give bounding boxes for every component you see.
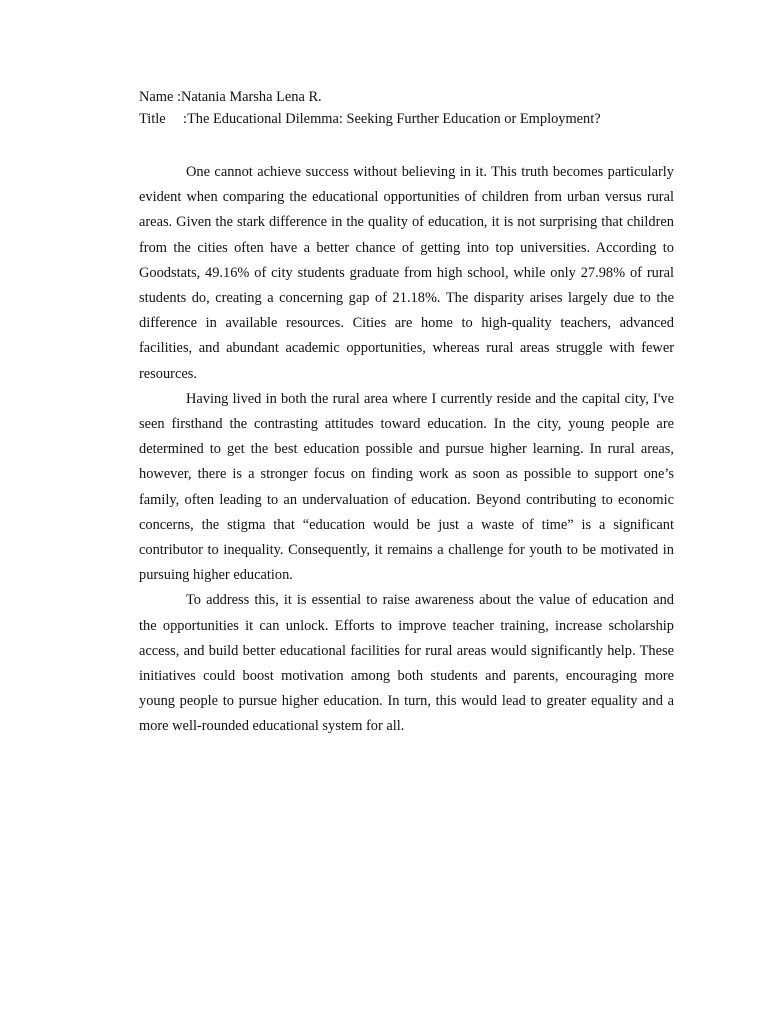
paragraph-2: Having lived in both the rural area where I currently reside and the capital city, I've seen firsthand the contrasting attitudes toward education. In the city, young people are determined to get the best education possible and pursue higher learning. In rural areas, however, there is a stronger focus on finding work as soon as possible to support one’s family, often leading to an undervaluation of education. Beyond contributing to economic concerns, the stigma that “education would be just a waste of time” is a significant contributor to inequality. Consequently, it remains a challenge for youth to be motivated in pursuing higher education.: [139, 390, 674, 584]
author-line: [139, 86, 674, 108]
paragraph-1: One cannot achieve success without believing in it. This truth becomes particularly evident when comparing the educational opportunities of children from urban versus rural areas. Given the stark difference in the quality of education, it is not surprising that children from the cities often have a better chance of getting into top universities. According to Goodstats, 49.16% of city students graduate from high school, while only 27.98% of rural students do, creating a concerning gap of 21.18%. The disparity arises largely due to the difference in available resources. Cities are home to high-quality teachers, advanced facilities, and abundant academic opportunities, whereas rural areas struggle with fewer resources.: [139, 164, 674, 382]
document-body: [139, 86, 674, 740]
title-separator: :: [183, 111, 187, 127]
name-label: Name: [139, 89, 174, 105]
name-separator: :: [176, 89, 181, 105]
title-line: [139, 108, 674, 130]
author-name: Natania Marsha Lena R.: [180, 89, 322, 105]
title-label: Title: [139, 111, 166, 127]
paragraph-3: To address this, it is essential to raise awareness about the value of education and the opportunities it can unlock. Efforts to improve teacher training, increase scholarship access, and build better educational facilities for rural areas would significantly help. These initiatives could boost motivation among both students and parents, encouraging more young people to pursue higher education. In turn, this would lead to greater equality and a more well-rounded educational system for all.: [139, 592, 674, 735]
heading-spacer: [139, 130, 674, 160]
document-title: The Educational Dilemma: Seeking Further Education or Employment?: [187, 111, 601, 127]
